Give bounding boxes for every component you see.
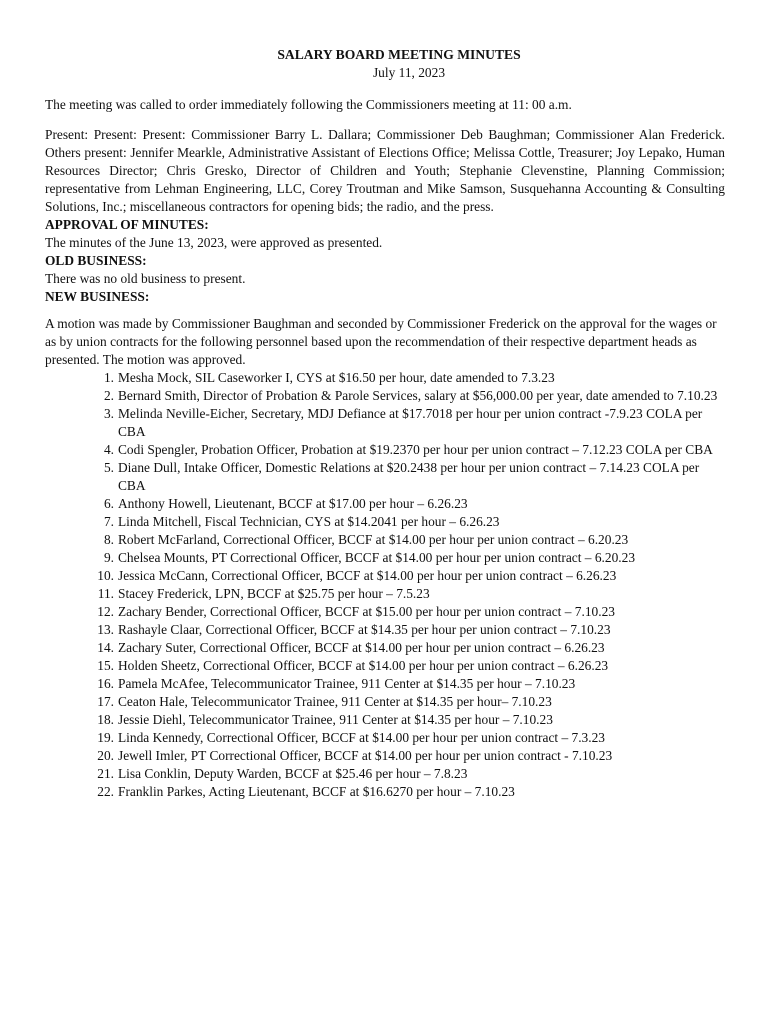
- list-item-text: Melinda Neville-Eicher, Secretary, MDJ Defiance at $17.7018 per hour per union contract -7.9.23 COLA per CBA: [118, 406, 703, 439]
- list-item: [103, 459, 725, 495]
- list-item: [103, 387, 725, 405]
- call-to-order-paragraph: The meeting was called to order immediately following the Commissioners meeting at 11: 00 a.m.: [45, 97, 572, 112]
- list-item: [97, 693, 725, 711]
- list-item: [103, 369, 725, 387]
- meeting-date: July 11, 2023: [372, 65, 446, 80]
- list-item-text: Holden Sheetz, Correctional Officer, BCCF at $14.00 per hour per union contract – 6.26.23: [118, 658, 609, 673]
- list-item: [97, 585, 725, 603]
- list-item-number: 3.: [103, 406, 114, 421]
- list-item: [103, 531, 725, 549]
- list-item-text: Jewell Imler, PT Correctional Officer, BCCF at $14.00 per hour per union contract - 7.10.23: [118, 748, 613, 763]
- list-item-text: Robert McFarland, Correctional Officer, BCCF at $14.00 per hour per union contract – 6.20.23: [118, 532, 629, 547]
- list-item-text: Ceaton Hale, Telecommunicator Trainee, 911 Center at $14.35 per hour– 7.10.23: [118, 694, 552, 709]
- list-item: [97, 783, 725, 801]
- list-item-number: 4.: [103, 442, 114, 457]
- list-item-number: 21.: [97, 766, 114, 781]
- list-item-number: 9.: [103, 550, 114, 565]
- list-item-text: Mesha Mock, SIL Caseworker I, CYS at $16.50 per hour, date amended to 7.3.23: [118, 370, 555, 385]
- list-item: [97, 711, 725, 729]
- list-item: [103, 495, 725, 513]
- list-item-text: Rashayle Claar, Correctional Officer, BCCF at $14.35 per hour per union contract – 7.10.23: [118, 622, 611, 637]
- list-item-text: Jessie Diehl, Telecommunicator Trainee, 911 Center at $14.35 per hour – 7.10.23: [118, 712, 553, 727]
- list-item-number: 18.: [97, 712, 114, 727]
- personnel-list: [45, 369, 725, 801]
- list-item-number: 13.: [97, 622, 114, 637]
- list-item-number: 11.: [97, 586, 114, 601]
- list-item: [103, 549, 725, 567]
- list-item-text: Diane Dull, Intake Officer, Domestic Relations at $20.2438 per hour per union contract – 7.14.23 COLA per CBA: [118, 460, 700, 493]
- new-business-heading: NEW BUSINESS:: [45, 289, 150, 304]
- attendance-paragraph: Present: Present: Present: Commissioner Barry L. Dallara; Commissioner Deb Baughman; Commissioner Alan Frederick. Others present: Jennifer Mearkle, Administrative Assistant of Elections Office; Melissa Cottle, Treasurer; Joy Lepako, Human Resources Director; Chris Gresko, Director of Children and Youth; Stephanie Clevenstine, Planning Commission; representative from Lehman Engineering, LLC, Corey Troutman and Mike Samson, Susquehanna Accounting & Consulting Solutions, Inc.; miscellaneous contractors for opening bids; the radio, and the press.: [45, 127, 725, 214]
- list-item-number: 14.: [97, 640, 114, 655]
- old-business-heading: OLD BUSINESS:: [45, 253, 147, 268]
- list-item-number: 2.: [103, 388, 114, 403]
- list-item-text: Anthony Howell, Lieutenant, BCCF at $17.00 per hour – 6.26.23: [118, 496, 468, 511]
- list-item-number: 15.: [97, 658, 114, 673]
- list-item-number: 20.: [97, 748, 114, 763]
- list-item-text: Lisa Conklin, Deputy Warden, BCCF at $25.46 per hour – 7.8.23: [118, 766, 468, 781]
- list-item-text: Codi Spengler, Probation Officer, Probation at $19.2370 per hour per union contract – 7.12.23 COLA per CBA: [118, 442, 713, 457]
- list-item-text: Zachary Bender, Correctional Officer, BCCF at $15.00 per hour per union contract – 7.10.23: [118, 604, 615, 619]
- list-item-number: 16.: [97, 676, 114, 691]
- list-item-text: Franklin Parkes, Acting Lieutenant, BCCF at $16.6270 per hour – 7.10.23: [118, 784, 515, 799]
- list-item: [103, 513, 725, 531]
- list-item-text: Linda Kennedy, Correctional Officer, BCCF at $14.00 per hour per union contract – 7.3.23: [118, 730, 605, 745]
- list-item-text: Pamela McAfee, Telecommunicator Trainee, 911 Center at $14.35 per hour – 7.10.23: [118, 676, 576, 691]
- list-item-number: 6.: [103, 496, 114, 511]
- list-item-text: Zachary Suter, Correctional Officer, BCCF at $14.00 per hour per union contract – 6.26.23: [118, 640, 605, 655]
- list-item: [97, 675, 725, 693]
- list-item-number: 7.: [103, 514, 114, 529]
- list-item-text: Jessica McCann, Correctional Officer, BCCF at $14.00 per hour per union contract – 6.26.23: [118, 568, 617, 583]
- list-item: [103, 405, 725, 441]
- list-item-number: 19.: [97, 730, 114, 745]
- list-item: [97, 621, 725, 639]
- list-item: [97, 765, 725, 783]
- list-item-number: 12.: [97, 604, 114, 619]
- list-item-text: Linda Mitchell, Fiscal Technician, CYS at $14.2041 per hour – 6.26.23: [118, 514, 500, 529]
- list-item-number: 10.: [97, 568, 114, 583]
- old-business-text: There was no old business to present.: [45, 271, 246, 286]
- list-item: [97, 603, 725, 621]
- list-item-text: Chelsea Mounts, PT Correctional Officer, BCCF at $14.00 per hour per union contract – 6.20.23: [118, 550, 636, 565]
- list-item-number: 22.: [97, 784, 114, 799]
- list-item-text: Bernard Smith, Director of Probation & Parole Services, salary at $56,000.00 per year, date amended to 7.10.23: [118, 388, 718, 403]
- document-page: [45, 46, 725, 801]
- list-item-number: 8.: [103, 532, 114, 547]
- motion-paragraph: A motion was made by Commissioner Baughman and seconded by Commissioner Frederick on the approval for the wages or as by union contracts for the following personnel based upon the recommendation of their respective department heads as presented. The motion was approved.: [45, 316, 717, 367]
- list-item: [97, 639, 725, 657]
- list-item: [97, 567, 725, 585]
- list-item: [103, 441, 725, 459]
- list-item: [97, 657, 725, 675]
- list-item-number: 17.: [97, 694, 114, 709]
- document-title: SALARY BOARD MEETING MINUTES: [277, 47, 521, 62]
- list-item: [97, 729, 725, 747]
- list-item-text: Stacey Frederick, LPN, BCCF at $25.75 per hour – 7.5.23: [118, 586, 430, 601]
- list-item-number: 5.: [103, 460, 114, 475]
- approval-text: The minutes of the June 13, 2023, were approved as presented.: [45, 235, 383, 250]
- list-item: [97, 747, 725, 765]
- approval-heading: APPROVAL OF MINUTES:: [45, 217, 209, 232]
- list-item-number: 1.: [103, 370, 114, 385]
